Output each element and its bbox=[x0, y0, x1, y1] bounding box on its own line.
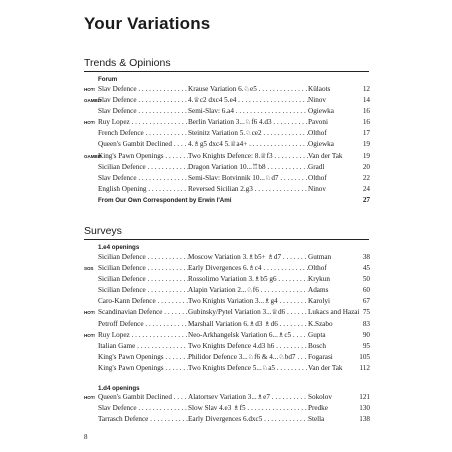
subheading-d4: 1.d4 openings bbox=[98, 385, 140, 392]
variation-name: Rossolimo Variation 3.♗b5 g6 . . . bbox=[188, 274, 308, 285]
page-title: Your Variations bbox=[84, 14, 211, 33]
opening-name: King's Pawn Openings . . . bbox=[98, 363, 188, 374]
author-name: Adams bbox=[308, 286, 329, 295]
trends-list bbox=[84, 84, 370, 206]
page-ref: 138 bbox=[359, 415, 370, 424]
author-name: Ninov bbox=[308, 96, 326, 105]
page-ref: 50 bbox=[362, 275, 370, 284]
table-row[interactable] bbox=[84, 285, 370, 296]
status-badge: SOS bbox=[84, 266, 94, 272]
opening-name: Sicilian Defence . . . bbox=[98, 252, 188, 263]
page-ref: 90 bbox=[362, 330, 370, 339]
section-divider bbox=[84, 71, 369, 72]
opening-name: Sicilian Defence . . . bbox=[98, 162, 188, 173]
opening-name: Italian Game . . . bbox=[98, 341, 188, 352]
opening-name: Slav Defence . . . bbox=[98, 95, 188, 106]
opening-name: Slav Defence . . . bbox=[98, 84, 188, 95]
author-name: Lukacs and Hazai bbox=[308, 308, 360, 317]
opening-name: Petroff Defence . . . bbox=[98, 319, 188, 330]
author-name: Gupta bbox=[308, 330, 326, 339]
table-row[interactable] bbox=[84, 128, 370, 139]
opening-name: King's Pawn Openings . . . bbox=[98, 151, 188, 162]
table-row[interactable] bbox=[84, 184, 370, 195]
opening-name: Tarrasch Defence . . . bbox=[98, 414, 188, 425]
page-ref: 20 bbox=[362, 162, 370, 171]
table-row[interactable] bbox=[84, 403, 370, 414]
page-ref: 75 bbox=[362, 308, 370, 317]
page-ref: 130 bbox=[359, 404, 370, 413]
opening-name: Slav Defence . . . bbox=[98, 403, 188, 414]
variation-name: Krause Variation 6.♘e5 . . . bbox=[188, 84, 308, 95]
page-ref: 60 bbox=[362, 286, 370, 295]
variation-name: Two Knights Defence 4.d3 h6 . . . bbox=[188, 341, 308, 352]
author-name: Van der Tak bbox=[308, 363, 343, 372]
d4-survey-list bbox=[84, 392, 370, 425]
table-row[interactable] bbox=[84, 352, 370, 363]
variation-name: Early Divergences 6.dxc5 . . . bbox=[188, 414, 308, 425]
correspondent-row[interactable] bbox=[84, 195, 370, 206]
subheading-forum: Forum bbox=[98, 76, 118, 83]
variation-name: Philidor Defence 3...♘f6 & 4...♘bd7 . . . bbox=[188, 352, 308, 363]
author-name: Bosch bbox=[308, 341, 326, 350]
author-name: Olthof bbox=[308, 173, 327, 182]
variation-name: Two Knights Variation 3...♗g4 . . . bbox=[188, 296, 308, 307]
page-ref: 67 bbox=[362, 297, 370, 306]
opening-name: Caro-Kann Defence . . . bbox=[98, 296, 188, 307]
variation-name: Alatortsev Variation 3...♗e7 . . . bbox=[188, 392, 308, 403]
status-badge: HOT! bbox=[84, 120, 95, 126]
table-row[interactable] bbox=[84, 307, 370, 318]
variation-name: Early Divergences 6.♗c4 . . . bbox=[188, 263, 308, 274]
page-ref: 24 bbox=[362, 184, 370, 193]
page-ref: 16 bbox=[362, 107, 370, 116]
section-heading-surveys: Surveys bbox=[84, 225, 122, 237]
table-row[interactable] bbox=[84, 414, 370, 425]
author-name: Pavoni bbox=[308, 118, 328, 127]
table-row[interactable] bbox=[84, 139, 370, 150]
opening-name: Sicilian Defence . . . bbox=[98, 263, 188, 274]
status-badge: GAMBIT bbox=[84, 98, 102, 104]
variation-name: 4.♕c2 dxc4 5.e4 . . . bbox=[188, 95, 308, 106]
table-row[interactable] bbox=[84, 263, 370, 274]
variation-name: Semi-Slav: Botvinnik 10...♘d7 . . . bbox=[188, 173, 308, 184]
variation-name: Two Knights Defence 5...♘a5 . . . bbox=[188, 363, 308, 374]
table-row[interactable] bbox=[84, 274, 370, 285]
correspondent-label: From Our Own Correspondent by Erwin l'Ami bbox=[98, 196, 232, 204]
opening-name: Sicilian Defence . . . bbox=[98, 274, 188, 285]
author-name: Karolyi bbox=[308, 297, 330, 306]
page-ref: 105 bbox=[359, 352, 370, 361]
variation-name: Marshall Variation 6.♗d3 ♗d6 . . . bbox=[188, 319, 308, 330]
opening-name: Ruy Lopez . . . bbox=[98, 117, 188, 128]
table-row[interactable] bbox=[84, 106, 370, 117]
variation-name: 4.♗g5 dxc4 5.♕a4+ . . . bbox=[188, 139, 308, 150]
page-ref: 45 bbox=[362, 264, 370, 273]
author-name: Ogiewka bbox=[308, 107, 334, 116]
variation-name: Two Knights Defence: 8.♕f3 . . . bbox=[188, 151, 308, 162]
opening-name: Scandinavian Defence . . . bbox=[98, 307, 188, 318]
author-name: Olthof bbox=[308, 264, 327, 273]
author-name: Olthof bbox=[308, 129, 327, 138]
status-badge: HOT! bbox=[84, 395, 95, 400]
variation-name: Reversed Sicilian 2.g3 . . . bbox=[188, 184, 308, 195]
page-ref: 19 bbox=[362, 140, 370, 149]
opening-name: Queen's Gambit Declined . . . bbox=[98, 139, 188, 150]
table-row[interactable] bbox=[84, 151, 370, 162]
opening-name: Queen's Gambit Declined . . . bbox=[98, 392, 188, 403]
page-ref: 22 bbox=[362, 173, 370, 182]
variation-name: Slow Slav 4.e3 ♗f5 . . . bbox=[188, 403, 308, 414]
page-ref: 16 bbox=[362, 118, 370, 127]
author-name: K.Szabo bbox=[308, 319, 333, 328]
opening-name: English Opening . . . bbox=[98, 184, 188, 195]
author-name: Sokolov bbox=[308, 393, 332, 401]
author-name: Külaots bbox=[308, 85, 331, 93]
table-row[interactable] bbox=[84, 319, 370, 330]
page-ref: 83 bbox=[362, 319, 370, 328]
author-name: Stella bbox=[308, 415, 325, 424]
table-row[interactable] bbox=[84, 363, 370, 374]
e4-survey-list bbox=[84, 252, 370, 374]
opening-name: King's Pawn Openings . . . bbox=[98, 352, 188, 363]
table-row[interactable] bbox=[84, 84, 370, 95]
page-ref: 38 bbox=[362, 253, 370, 261]
opening-name: French Defence . . . bbox=[98, 128, 188, 139]
author-name: Gutman bbox=[308, 253, 332, 261]
page-ref: 12 bbox=[362, 85, 370, 93]
table-row[interactable] bbox=[84, 117, 370, 128]
page-ref: 17 bbox=[362, 129, 370, 138]
variation-name: Moscow Variation 3.♗b5+ ♗d7 . . . bbox=[188, 252, 308, 263]
variation-name: Steinitz Variation 5.♘ce2 . . . bbox=[188, 128, 308, 139]
variation-name: Alapin Variation 2...♘f6 . . . bbox=[188, 285, 308, 296]
variation-name: Neo-Arkhangelsk Variation 6...♗c5 . . . bbox=[188, 330, 308, 341]
opening-name: Ruy Lopez . . . bbox=[98, 330, 188, 341]
table-row[interactable] bbox=[84, 162, 370, 173]
status-badge: HOT! bbox=[84, 87, 95, 92]
subheading-e4: 1.e4 openings bbox=[98, 244, 140, 251]
section-divider bbox=[84, 239, 369, 240]
table-row[interactable] bbox=[84, 392, 370, 403]
page-ref: 27 bbox=[362, 195, 370, 204]
section-heading-trends: Trends & Opinions bbox=[84, 57, 171, 69]
variation-name: Berlin Variation 3...♘f6 4.d3 . . . bbox=[188, 117, 308, 128]
variation-name: Gubinsky/Pytel Variation 3...♕d6 . . . bbox=[188, 307, 308, 318]
author-name: Predke bbox=[308, 404, 328, 413]
page-ref: 121 bbox=[359, 393, 370, 401]
author-name: Fogarasi bbox=[308, 352, 333, 361]
author-name: Gradl bbox=[308, 162, 325, 171]
author-name: Krykun bbox=[308, 275, 330, 284]
variation-name: Semi-Slav: 6.a4 . . . bbox=[188, 106, 308, 117]
page-ref: 95 bbox=[362, 341, 370, 350]
opening-name: Slav Defence . . . bbox=[98, 173, 188, 184]
page-ref: 14 bbox=[362, 96, 370, 105]
variation-name: Dragon Variation 10...♖b8 . . . bbox=[188, 162, 308, 173]
table-row[interactable] bbox=[84, 95, 370, 106]
table-row[interactable] bbox=[84, 330, 370, 341]
table-row[interactable] bbox=[84, 173, 370, 184]
author-name: Ninov bbox=[308, 184, 326, 193]
page-number: 8 bbox=[84, 433, 88, 441]
table-row[interactable] bbox=[84, 296, 370, 307]
table-row[interactable] bbox=[84, 252, 370, 263]
page-ref: 112 bbox=[359, 363, 370, 372]
opening-name: Slav Defence . . . bbox=[98, 106, 188, 117]
author-name: Van der Tak bbox=[308, 151, 343, 160]
status-badge: HOT! bbox=[84, 332, 95, 338]
status-badge: GAMBIT bbox=[84, 153, 102, 159]
author-name: Ogiewka bbox=[308, 140, 334, 149]
table-row[interactable] bbox=[84, 341, 370, 352]
page-ref: 19 bbox=[362, 151, 370, 160]
status-badge: HOT! bbox=[84, 310, 95, 316]
opening-name: Sicilian Defence . . . bbox=[98, 285, 188, 296]
